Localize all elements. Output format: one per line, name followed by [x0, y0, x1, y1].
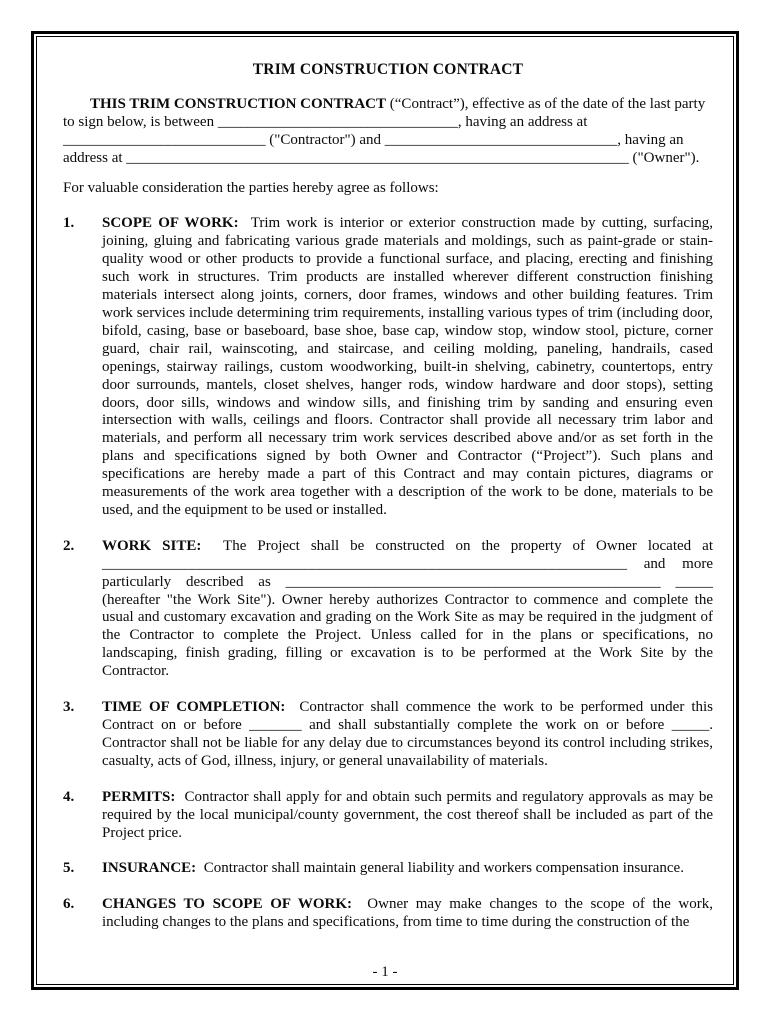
section-time-of-completion [63, 699, 713, 771]
consideration-clause: For valuable consideration the parties hereby agree as follows: [63, 179, 439, 196]
section-text: Trim work is interior or exterior construction made by cutting, surfacing, joining, gluing and fabricating various grade materials and moldings, such as paint-grade or stain-quality wood or other products to provide a functional surface, and placing, erecting and finishing such work in structures. Trim products are installed wherever different construction finishing materials intersect along joints, corners, door frames, windows and other building features. Trim work services include determining trim requirements, installing various types of trim (including door, bifold, casing, base or baseboard, base shoe, base cap, window stop, window stool, picture, corner guard, chair rail, wainscoting, and staircase, and ceiling molding, paneling, handrails, cased openings, stairway railings, custom woodworking, built-in shelving, cabinetry, countertops, entry door surrounds, mantels, closet shelves, hanger rods, window hardware and door stops), setting doors, door sills, windows and window sills, and finishing trim by sanding and ensuring even intersection with walls, ceilings and floors. Contractor shall provide all necessary trim labor and materials, and perform all necessary trim work services described above and/or as set forth in the plans and specifications signed by both Owner and Contractor (“Project”). Such plans and specifications are hereby made a part of this Contract and may contain pictures, diagrams or measurements of the work area together with a description of the work to be done, materials to be used, and the equipment to be used or installed. [102, 215, 713, 518]
section-insurance [63, 860, 713, 878]
section-number: 6. [63, 896, 75, 913]
intro-paragraph [63, 96, 713, 168]
document-border [31, 31, 739, 990]
section-number: 2. [63, 537, 75, 554]
section-heading: INSURANCE: [102, 860, 197, 877]
intro-text: (“Contract”), effective as of the date of the last party to sign below, is between ________________________________, having an address at ___________________________ ("Contractor") and _______________________________, having an address at ___________________________________________________________________ ("Owner"). [63, 95, 706, 166]
intro-lead-bold: THIS TRIM CONSTRUCTION CONTRACT [90, 95, 387, 112]
section-text: Contractor shall commence the work to be performed under this Contract on or before _______ and shall substantially complete the work on or before _____. Contractor shall not be liable for any delay due to circumstances beyond its control including strikes, casualty, acts of God, illness, injury, or general unavailability of materials. [102, 699, 713, 769]
section-body [102, 538, 713, 681]
section-body [102, 699, 713, 771]
section-body [102, 789, 713, 843]
section-body [102, 860, 713, 878]
section-heading: WORK SITE: [102, 537, 202, 554]
page-number: - 1 - [372, 964, 398, 981]
document-inner-border [36, 36, 734, 985]
section-scope-of-work [63, 215, 713, 519]
section-text: The Project shall be constructed on the property of Owner located at ______________________________________________________________________ and more particularly described as __________________________________________________ _____ (hereafter "the Work Site"). Owner hereby authorizes Contractor to commence and complete the usual and customary excavation and grading on the Work Site as may be required in the judgment of the Contractor to complete the Project. Unless called for in the plans or specifications, no landscaping, finish grading, filling or excavation is to be performed at the Work Site by the Contractor. [102, 537, 713, 680]
section-text: Owner may make changes to the scope of the work, including changes to the plans and specifications, from time to time during the construction of the [102, 896, 713, 931]
document-title: TRIM CONSTRUCTION CONTRACT [252, 61, 524, 78]
section-body [102, 896, 713, 932]
section-heading: PERMITS: [102, 788, 176, 805]
section-body [102, 215, 713, 519]
section-number: 4. [63, 788, 75, 805]
section-heading: SCOPE OF WORK: [102, 215, 239, 232]
section-number: 3. [63, 699, 75, 716]
section-number: 1. [63, 215, 75, 232]
section-heading: TIME OF COMPLETION: [102, 699, 286, 716]
section-permits [63, 789, 713, 843]
section-work-site [63, 538, 713, 681]
section-text: Contractor shall apply for and obtain such permits and regulatory approvals as may be required by the local municipal/county government, the cost thereof shall be included as part of the Project price. [102, 788, 713, 841]
section-text: Contractor shall maintain general liability and workers compensation insurance. [196, 860, 684, 877]
section-number: 5. [63, 860, 75, 877]
section-heading: CHANGES TO SCOPE OF WORK: [102, 896, 353, 913]
section-changes-to-scope-of-work [63, 896, 713, 932]
